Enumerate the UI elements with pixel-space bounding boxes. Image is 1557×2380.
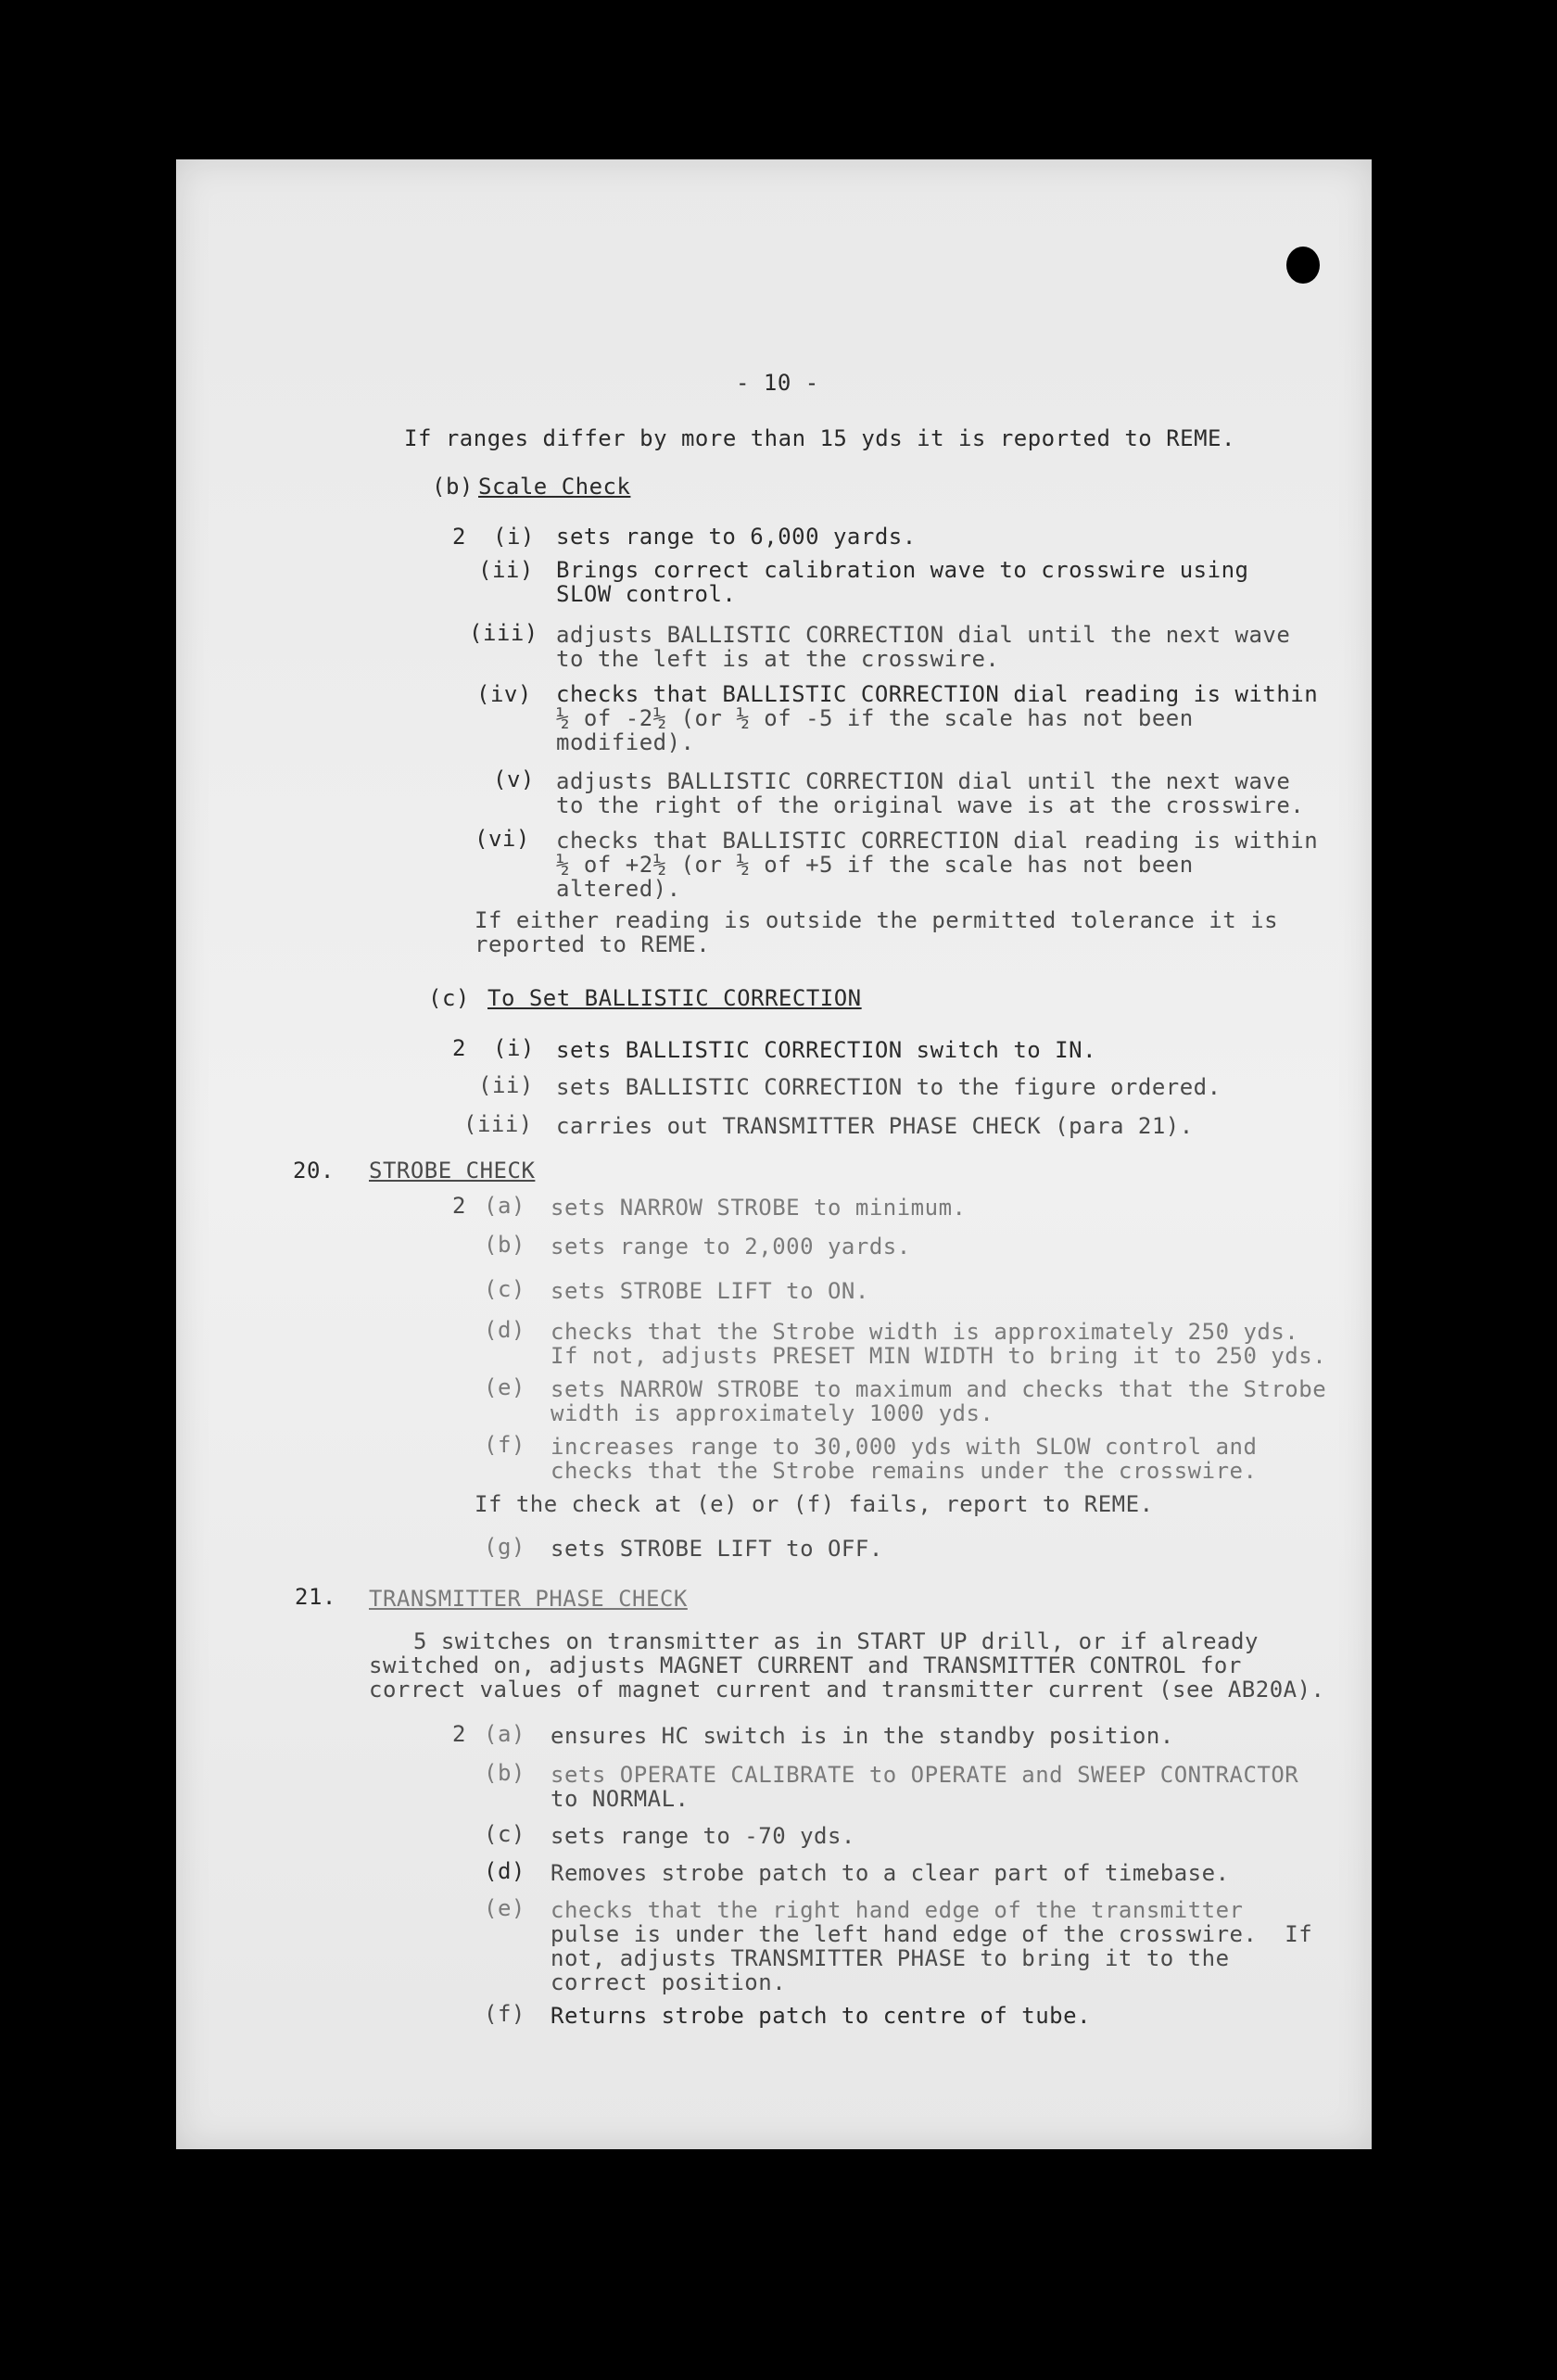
intro-text: switched on, adjusts MAGNET CURRENT and TRANSMITTER CONTROL for [369, 1652, 1242, 1678]
step-text: to the left is at the crosswire. [556, 646, 1000, 672]
step-text: pulse is under the left hand edge of the crosswire. If [551, 1921, 1313, 1947]
ballistic-letter: (c) [428, 985, 470, 1011]
step-number: 2 [452, 1193, 466, 1219]
step-number: 2 [452, 1035, 466, 1061]
step-label: (d) [484, 1858, 525, 1884]
step-text: adjusts BALLISTIC CORRECTION dial until the next wave [556, 768, 1291, 794]
step-text: sets STROBE LIFT to OFF. [551, 1536, 883, 1562]
step-label: (i) [493, 1035, 535, 1061]
scale-check-letter: (b) [432, 474, 474, 500]
note-text: If the check at (e) or (f) fails, report to REME. [475, 1491, 1154, 1517]
step-text: altered). [556, 876, 681, 902]
step-label: (b) [484, 1232, 525, 1258]
scale-check-heading: Scale Check [478, 474, 631, 500]
step-text: correct position. [551, 1969, 787, 1995]
step-text: modified). [556, 729, 695, 755]
step-label: (iii) [469, 620, 538, 646]
step-text: checks that BALLISTIC CORRECTION dial reading is within [556, 828, 1319, 854]
step-text: ½ of +2½ (or ½ of +5 if the scale has not been [556, 852, 1194, 878]
step-text: not, adjusts TRANSMITTER PHASE to bring it to the [551, 1945, 1230, 1971]
step-text: checks that the right hand edge of the transmitter [551, 1897, 1244, 1923]
page-number: - 10 - [736, 370, 819, 396]
step-text: sets range to 6,000 yards. [556, 524, 917, 550]
step-text: SLOW control. [556, 581, 737, 607]
step-text: sets NARROW STROBE to minimum. [551, 1195, 967, 1221]
strobe-check-heading: STROBE CHECK [369, 1158, 536, 1184]
step-text: sets STROBE LIFT to ON. [551, 1278, 869, 1304]
para-number: 20. [293, 1158, 335, 1184]
step-label: (b) [484, 1760, 525, 1786]
step-label: (c) [484, 1276, 525, 1302]
step-text: ½ of -2½ (or ½ of -5 if the scale has not been [556, 705, 1194, 731]
note-text: If either reading is outside the permitted tolerance it is [475, 907, 1279, 933]
step-number: 2 [452, 1721, 466, 1747]
step-text: width is approximately 1000 yds. [551, 1400, 994, 1426]
step-text: sets NARROW STROBE to maximum and checks that the Strobe [551, 1376, 1327, 1402]
step-label: (ii) [478, 1072, 534, 1098]
step-text: Removes strobe patch to a clear part of timebase. [551, 1860, 1230, 1886]
step-text: sets BALLISTIC CORRECTION to the figure ordered. [556, 1074, 1222, 1100]
intro-text: correct values of magnet current and transmitter current (see AB20A). [369, 1677, 1325, 1703]
note-text: reported to REME. [475, 931, 711, 957]
step-text: sets range to 2,000 yards. [551, 1234, 911, 1260]
step-label: (f) [484, 1432, 525, 1458]
step-label: (v) [493, 766, 535, 792]
step-label: (f) [484, 2001, 525, 2027]
step-label: (iii) [463, 1111, 533, 1137]
step-text: checks that the Strobe width is approximately 250 yds. [551, 1319, 1299, 1345]
step-text: carries out TRANSMITTER PHASE CHECK (para 21). [556, 1113, 1194, 1139]
step-text: Returns strobe patch to centre of tube. [551, 2003, 1092, 2029]
punch-hole-mark [1286, 247, 1320, 284]
document-page [176, 159, 1372, 2149]
step-label: (i) [493, 524, 535, 550]
step-label: (c) [484, 1821, 525, 1847]
step-text: sets BALLISTIC CORRECTION switch to IN. [556, 1037, 1097, 1063]
ballistic-heading: To Set BALLISTIC CORRECTION [487, 985, 862, 1011]
step-label: (a) [484, 1193, 525, 1219]
step-text: If not, adjusts PRESET MIN WIDTH to bring it to 250 yds. [551, 1343, 1327, 1369]
step-text: to the right of the original wave is at the crosswire. [556, 792, 1305, 818]
para-number: 21. [295, 1584, 336, 1610]
step-label: (e) [484, 1895, 525, 1921]
step-text: increases range to 30,000 yds with SLOW control and [551, 1434, 1258, 1460]
step-label: (a) [484, 1721, 525, 1747]
step-text: Brings correct calibration wave to crosswire using [556, 557, 1249, 583]
step-label: (ii) [478, 557, 534, 583]
intro-line: If ranges differ by more than 15 yds it is reported to REME. [404, 425, 1235, 451]
step-number: 2 [452, 524, 466, 550]
step-text: sets OPERATE CALIBRATE to OPERATE and SWEEP CONTRACTOR [551, 1762, 1299, 1788]
step-label: (g) [484, 1534, 525, 1560]
step-text: adjusts BALLISTIC CORRECTION dial until the next wave [556, 622, 1291, 648]
step-text: ensures HC switch is in the standby position. [551, 1723, 1174, 1749]
step-label: (vi) [475, 826, 530, 852]
step-text: checks that the Strobe remains under the crosswire. [551, 1458, 1258, 1484]
step-text: sets range to -70 yds. [551, 1823, 855, 1849]
transmitter-heading: TRANSMITTER PHASE CHECK [369, 1586, 688, 1612]
step-text: to NORMAL. [551, 1786, 690, 1812]
step-label: (e) [484, 1374, 525, 1400]
step-label: (iv) [476, 681, 532, 707]
step-text: checks that BALLISTIC CORRECTION dial reading is within [556, 681, 1319, 707]
intro-text: 5 switches on transmitter as in START UP drill, or if already [413, 1628, 1259, 1654]
step-label: (d) [484, 1317, 525, 1343]
